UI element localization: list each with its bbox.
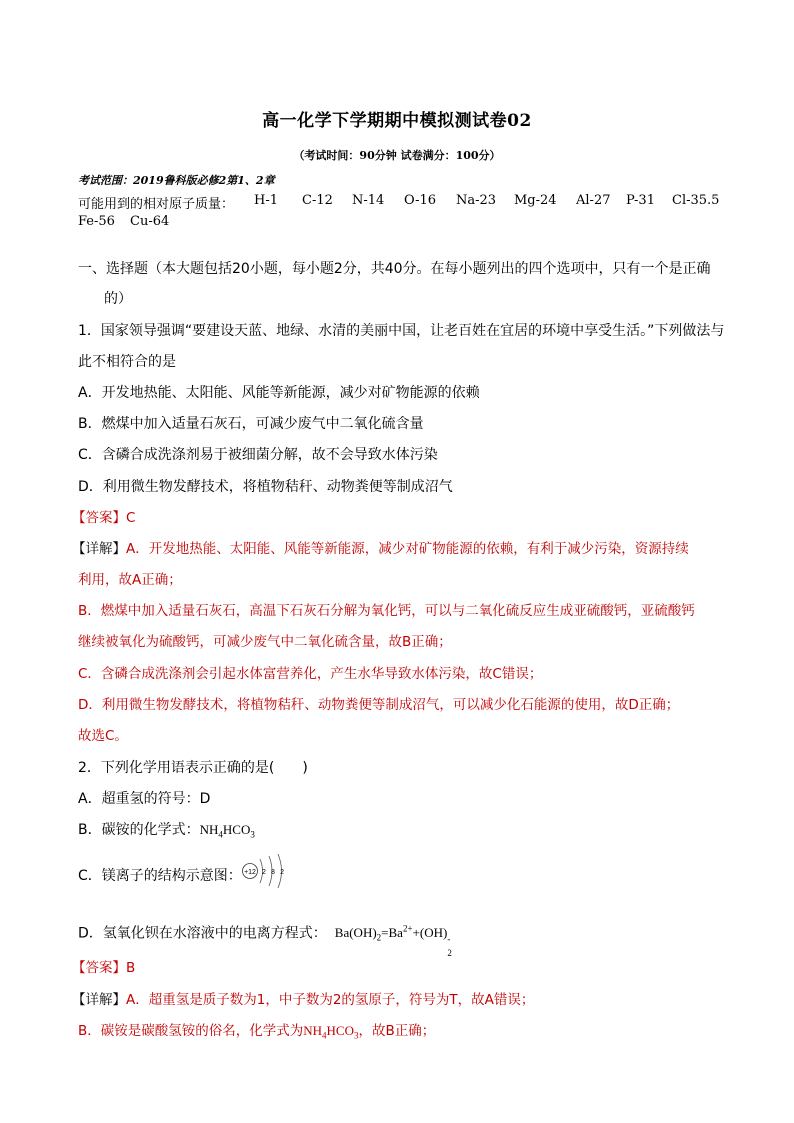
atomic-mass-item: Al-27 (576, 193, 611, 208)
question-1-answer: 【答案】C (72, 510, 136, 526)
equation-part: +(OH) (412, 925, 448, 941)
atomic-mass-item: Cu-64 (130, 214, 170, 229)
atomic-mass-item: O-16 (404, 193, 437, 208)
equation-part: Ba(OH) (334, 925, 377, 941)
detail-text: 继续被氧化为硫酸钙，可减少废气中二氧化硫含量，故B正确； (78, 634, 452, 650)
ammonium-bicarbonate-formula (303, 1023, 359, 1041)
detail-text: B．碳铵是碳酸氢铵的俗名，化学式为 (78, 1023, 304, 1039)
question-2-option-a: A．超重氢的符号：D (78, 791, 211, 807)
question-2-option-c: C．镁离子的结构示意图： (78, 868, 242, 884)
exam-time-info: （考试时间：90分钟 试卷满分：100分） (293, 149, 501, 162)
section-heading: 一、选择题（本大题包括20小题，每小题2分，共40分。在每小题列出的四个选项中，只有一个是正确 (78, 261, 711, 277)
page-title: 高一化学下学期期中模拟测试卷02 (262, 111, 532, 131)
section-heading-cont: 的） (104, 291, 132, 307)
question-2-detail-b (78, 1021, 435, 1046)
detail-text: 利用，故A正确； (78, 572, 182, 588)
formula-part: HCO (222, 822, 251, 837)
magnesium-ion-structure-diagram (240, 851, 296, 891)
shell-electrons: 2 8 2 (262, 869, 284, 876)
question-1-detail (72, 539, 689, 559)
equation-part: =Ba (381, 925, 403, 941)
detail-text: 故选C。 (78, 728, 128, 744)
atomic-mass-item: P-31 (626, 193, 655, 208)
formula-subscript: 3 (354, 1030, 359, 1041)
detail-text: B．燃煤中加入适量石灰石，高温下石灰石分解为氧化钙，可以与二氧化硫反应生成亚硫酸钙，亚硫酸钙 (78, 603, 695, 619)
question-1-option-b: B．燃煤中加入适量石灰石，可减少废气中二氧化硫含量 (78, 416, 424, 432)
question-1-option-a: A．开发地热能、太阳能、风能等新能源，减少对矿物能源的依赖 (78, 385, 480, 401)
formula-part: NH (303, 1023, 323, 1038)
formula-part: NH (199, 822, 219, 837)
question-1-stem: 1．国家领导强调“要建设天蓝、地绿、水清的美丽中国，让老百姓在宜居的环境中享受生活。”下列做法与 (78, 323, 725, 339)
atomic-mass-item: Cl-35.5 (672, 193, 720, 208)
question-2-answer: 【答案】B (72, 960, 136, 976)
atomic-mass-item: N-14 (352, 193, 385, 208)
atomic-mass-item: C-12 (302, 193, 333, 208)
atomic-mass-item: Na-23 (456, 193, 497, 208)
detail-text: A．超重氢是质子数为1，中子数为2的氢原子，符号为T，故A错误； (126, 992, 535, 1008)
question-2-stem: 2．下列化学用语表示正确的是( ) (78, 760, 308, 776)
question-2-option-b (78, 820, 255, 845)
detail-text: ，故B正确； (358, 1023, 436, 1039)
question-1-option-d: D．利用微生物发酵技术，将植物秸秆、动物粪便等制成沼气 (78, 479, 453, 495)
detail-label: 【详解】 (72, 992, 126, 1008)
ionization-equation (334, 924, 455, 959)
formula-subscript: 4 (218, 829, 223, 840)
nucleus-charge: +12 (244, 869, 256, 876)
detail-text: C．含磷合成洗涤剂会引起水体富营养化，产生水华导致水体污染，故C错误； (78, 666, 543, 682)
detail-label: 【详解】 (72, 541, 126, 557)
atomic-mass-item: H-1 (254, 193, 279, 208)
option-b-label: B．碳铵的化学式： (78, 822, 200, 838)
exam-range: 考试范围：2019鲁科版必修2第1、2章 (78, 174, 275, 187)
atomic-mass-item: Fe-56 (78, 214, 115, 229)
question-1-stem-cont: 此不相符合的是 (78, 354, 176, 370)
atomic-mass-item: Mg-24 (514, 193, 557, 208)
ammonium-bicarbonate-formula (199, 822, 255, 840)
detail-text: D．利用微生物发酵技术，将植物秸秆、动物粪便等制成沼气，可以减少化石能源的使用，故D正确； (78, 697, 680, 713)
question-2-detail (72, 990, 534, 1010)
atomic-mass-label: 可能用到的相对原子质量： (78, 197, 235, 212)
option-d-label: D．氢氧化钡在水溶液中的电离方程式： (78, 925, 327, 942)
equation-subscript: 2 (376, 932, 382, 943)
question-1-option-c: C．含磷合成洗涤剂易于被细菌分解，故不会导致水体污染 (78, 447, 438, 463)
equation-subscript: 2 (447, 948, 452, 959)
detail-text: A．开发地热能、太阳能、风能等新能源，减少对矿物能源的依赖，有利于减少污染，资源持续 (126, 541, 689, 557)
formula-part: HCO (326, 1023, 354, 1038)
formula-subscript: 4 (322, 1030, 327, 1041)
equation-superscript: - (447, 934, 451, 945)
equation-superscript: 2+ (402, 924, 413, 934)
question-2-option-d (78, 919, 454, 959)
formula-subscript: 3 (250, 829, 255, 840)
atom-shells-icon (240, 851, 296, 891)
